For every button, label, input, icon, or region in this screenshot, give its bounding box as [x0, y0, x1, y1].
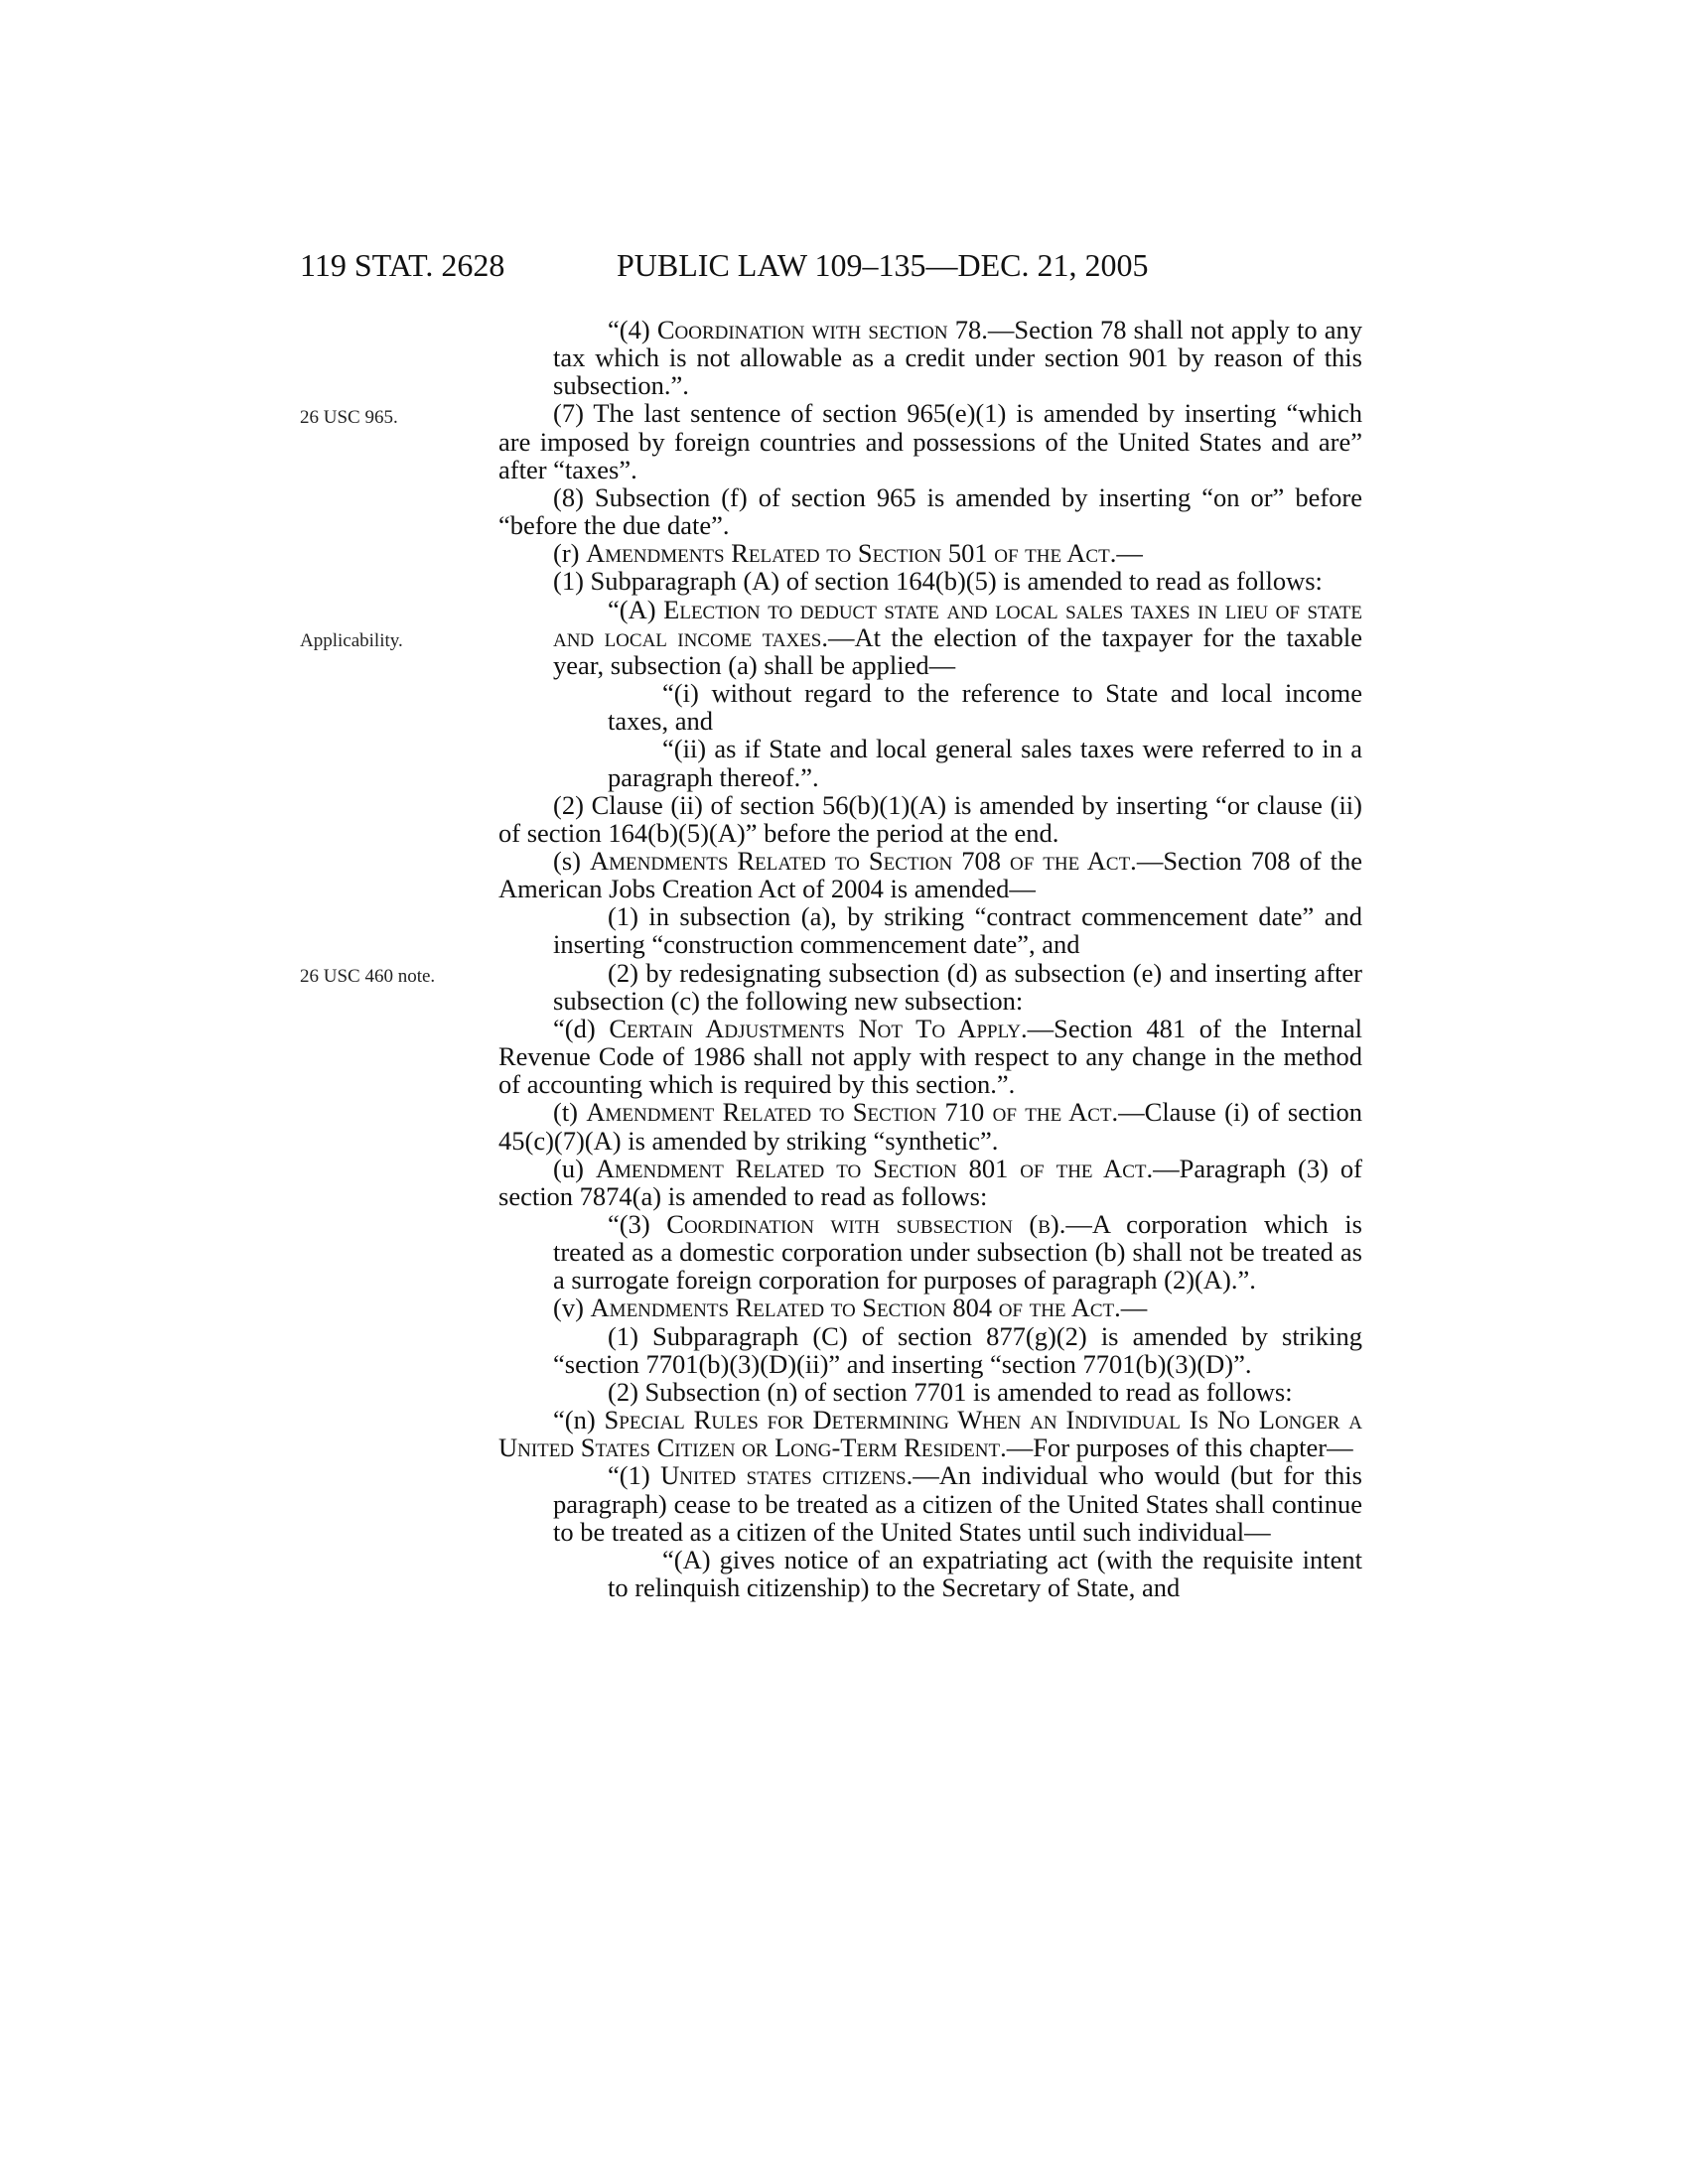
paragraph-v-2: (2) Subsection (n) of section 7701 is amended to read as follows:: [608, 1376, 1293, 1407]
subsection-u: (u) Amendment Related to Section 801 of the Act.—Paragraph (3) of section 7874(a) is amended to read as follows:: [498, 1153, 1362, 1211]
subparagraph-a-notice: “(A) gives notice of an expatriating act (with the requisite intent to relinquish citizenship) to the Secretary of State, and: [608, 1544, 1362, 1603]
clause-i: “(i) without regard to the reference to State and local income taxes, and: [608, 678, 1362, 737]
subsection-d-certain-adjustments: “(d) Certain Adjustments Not To Apply.—Section 481 of the Internal Revenue Code of 1986 shall not apply with respect to any change in the method of accounting which is required by this section.”.: [498, 1013, 1362, 1100]
page-header-title: PUBLIC LAW 109–135—DEC. 21, 2005: [617, 247, 1149, 283]
paragraph-united-states-citizens: “(1) United states citizens.—An individual who would (but for this paragraph) cease to be treated as a citizen of the United States shall continue to be treated as a citizen of the United States until such individual—: [553, 1460, 1362, 1547]
margin-note-applicability: Applicability.: [300, 630, 403, 651]
subsection-r-heading: (r) Amendments Related to Section 501 of the Act.—: [553, 538, 1143, 569]
paragraph-s-2: (2) by redesignating subsection (d) as subsection (e) and inserting after subsection (c) the following new subsection:: [553, 957, 1362, 1016]
paragraph-v-1: (1) Subparagraph (C) of section 877(g)(2) is amended by striking “section 7701(b)(3)(D)(ii)” and inserting “section 7701(b)(3)(D)”.: [553, 1320, 1362, 1379]
paragraph-coordination-section-78: “(4) Coordination with section 78.—Section 78 shall not apply to any tax which is not allowable as a credit under section 901 by reason of this subsection.”.: [553, 315, 1363, 401]
margin-note-26-usc-965: 26 USC 965.: [300, 407, 398, 428]
document-body: [498, 316, 1362, 1601]
margin-note-26-usc-460: 26 USC 460 note.: [300, 966, 436, 987]
paragraph-r-2: (2) Clause (ii) of section 56(b)(1)(A) is amended by inserting “or clause (ii) of section 164(b)(5)(A)” before the period at the end.: [498, 789, 1362, 848]
subsection-t: (t) Amendment Related to Section 710 of the Act.—Clause (i) of section 45(c)(7)(A) is amended by striking “synthetic”.: [498, 1097, 1362, 1156]
paragraph-election-sales-taxes: “(A) Election to deduct state and local sales taxes in lieu of state and local income taxes.—At the election of the taxpayer for the taxable year, subsection (a) shall be applied—: [553, 594, 1362, 680]
clause-ii: “(ii) as if State and local general sales taxes were referred to in a paragraph thereof.”.: [608, 734, 1362, 792]
page-stat-number: 119 STAT. 2628: [300, 247, 505, 283]
paragraph-r-1: (1) Subparagraph (A) of section 164(b)(5) is amended to read as follows:: [553, 566, 1323, 597]
paragraph-coordination-subsection-b: “(3) Coordination with subsection (b).—A corporation which is treated as a domestic corporation under subsection (b) shall not be treated as a surrogate foreign corporation for purposes of paragraph (2)(A).”.: [553, 1209, 1362, 1296]
paragraph-7: (7) The last sentence of section 965(e)(1) is amended by inserting “which are imposed by foreign countries and possessions of the United States and are” after “taxes”.: [498, 398, 1362, 484]
paragraph-s-1: (1) in subsection (a), by striking “contract commencement date” and inserting “construction commencement date”, and: [553, 901, 1362, 960]
subsection-s-heading: (s) Amendments Related to Section 708 of the Act.—Section 708 of the American Jobs Creation Act of 2004 is amended—: [498, 845, 1362, 904]
paragraph-8: (8) Subsection (f) of section 965 is amended by inserting “on or” before “before the due date”.: [498, 481, 1362, 541]
subsection-v-heading: (v) Amendments Related to Section 804 of the Act.—: [553, 1293, 1148, 1323]
subsection-n-special-rules: “(n) Special Rules for Determining When an Individual Is No Longer a United States Citizen or Long-Term Resident.—For purposes of this chapter—: [498, 1405, 1362, 1463]
